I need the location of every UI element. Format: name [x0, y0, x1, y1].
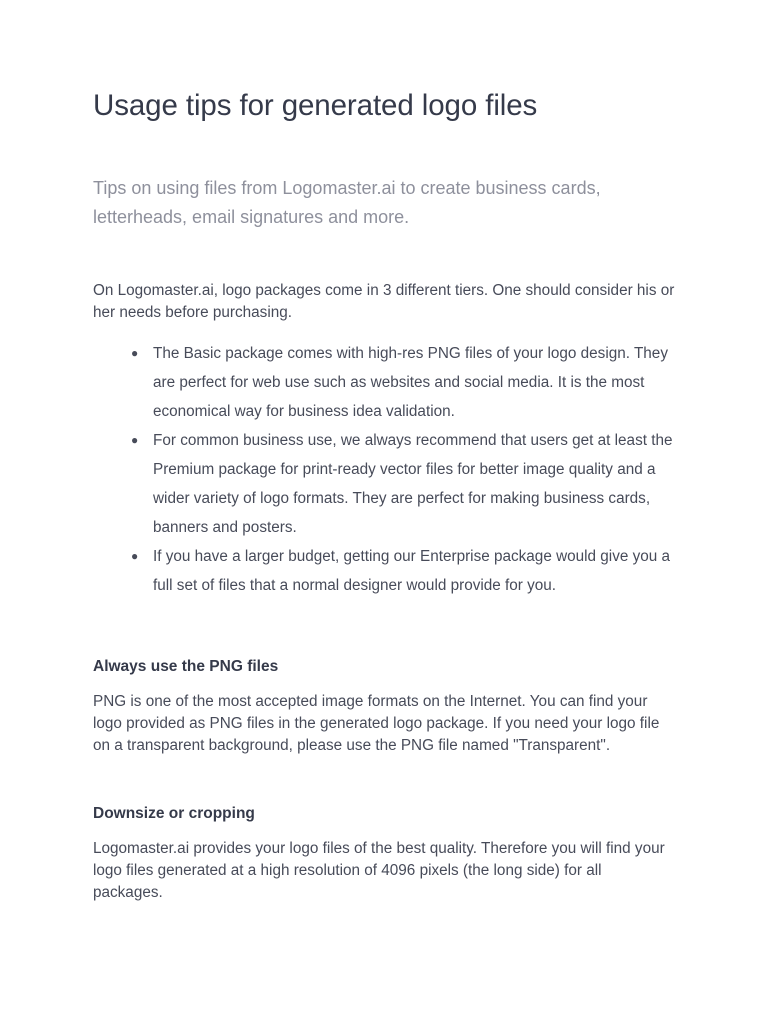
section-heading-png: Always use the PNG files — [93, 658, 279, 675]
section-body-cropping: Logomaster.ai provides your logo files of the best quality. Therefore you will find your logo files generated at a high resolution of 4096 pixels (the long side) for all packages. — [93, 840, 665, 901]
bullet-icon: ● — [131, 433, 139, 447]
bullet-icon: ● — [131, 549, 139, 563]
list-item — [131, 426, 675, 542]
bullet-icon: ● — [131, 346, 139, 360]
section-body-png: PNG is one of the most accepted image formats on the Internet. You can find your logo provided as PNG files in the generated logo package. If you need your logo file on a transparent background, please use the PNG file named "Transparent". — [93, 693, 660, 754]
page-subtitle: Tips on using files from Logomaster.ai to create business cards, letterheads, email signatures and more. — [93, 178, 601, 227]
section-heading-cropping: Downsize or cropping — [93, 805, 255, 822]
intro-paragraph: On Logomaster.ai, logo packages come in 3 different tiers. One should consider his or her needs before purchasing. — [93, 282, 675, 321]
list-item-text: The Basic package comes with high-res PNG files of your logo design. They are perfect for web use such as websites and social media. It is the most economical way for business idea validation. — [153, 345, 668, 420]
list-item-text: For common business use, we always recommend that users get at least the Premium package for print-ready vector files for better image quality and a wider variety of logo formats. They are perfect for making business cards, banners and posters. — [153, 432, 673, 536]
tier-list — [93, 339, 675, 600]
list-item — [131, 542, 675, 600]
list-item — [131, 339, 675, 426]
page-title: Usage tips for generated logo files — [93, 89, 538, 122]
list-item-text: If you have a larger budget, getting our Enterprise package would give you a full set of files that a normal designer would provide for you. — [153, 548, 671, 594]
